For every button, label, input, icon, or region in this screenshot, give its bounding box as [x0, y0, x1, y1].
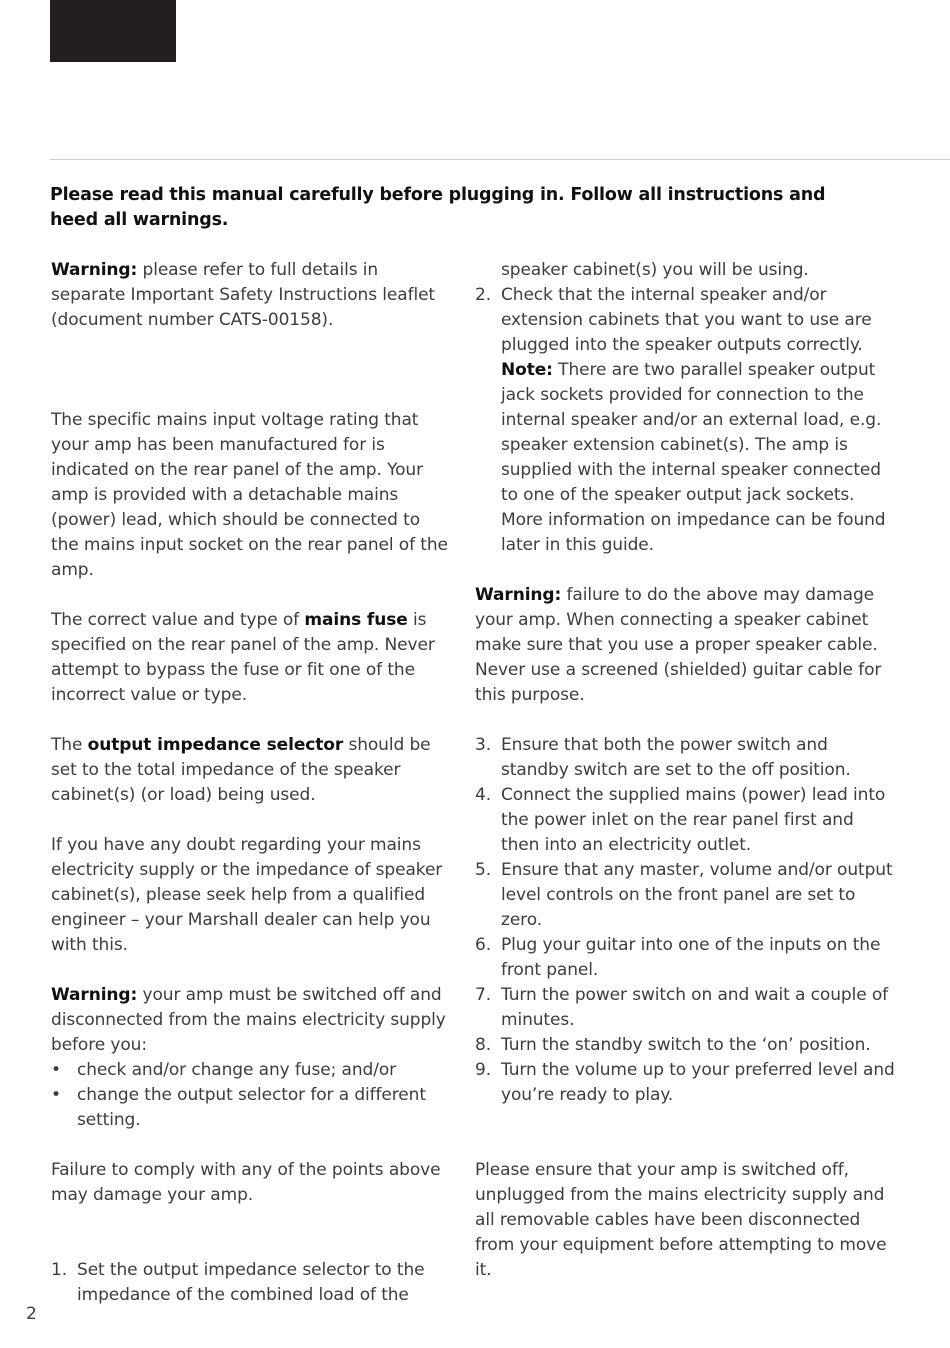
list-item — [475, 933, 895, 983]
list-item-continued — [475, 258, 895, 283]
warning-text: please refer to full details in separate Important Safety Instructions leaflet (document number CATS-00158). — [51, 260, 436, 330]
step-text: speaker cabinet(s) you will be using. — [501, 260, 809, 280]
step-number: 1. — [51, 1260, 68, 1280]
move-paragraph: Please ensure that your amp is switched off, unplugged from the mains electricity supply and all removable cables have been disconnected from your equipment before attempting to move it. — [475, 1160, 887, 1280]
note — [501, 358, 895, 558]
warning-label: Warning: — [51, 260, 138, 280]
list-item — [51, 1058, 451, 1083]
header-divider — [50, 159, 950, 160]
left-column — [51, 258, 451, 1308]
step-text: Plug your guitar into one of the inputs on the front panel. — [501, 935, 881, 980]
step-text: Ensure that any master, volume and/or output level controls on the front panel are set to zero. — [501, 860, 893, 930]
step-number: 3. — [475, 735, 492, 755]
steps-list — [51, 1258, 451, 1308]
step-text: Check that the internal speaker and/or extension cabinets that you want to use are plugged into the speaker outputs correctly. — [501, 285, 872, 355]
steps-list — [475, 258, 895, 558]
spacer — [475, 558, 895, 583]
spacer — [51, 1233, 451, 1258]
warning-text: your amp must be switched off and disconnected from the mains electricity supply before you: — [51, 985, 446, 1055]
failure-paragraph: Failure to comply with any of the points above may damage your amp. — [51, 1160, 441, 1205]
step-number: 6. — [475, 935, 492, 955]
fuse-paragraph — [51, 608, 451, 708]
steps-list — [475, 733, 895, 1108]
bullet-icon: • — [51, 1085, 61, 1105]
list-item — [475, 283, 895, 558]
step-number: 2. — [475, 285, 492, 305]
step-number: 4. — [475, 785, 492, 805]
bullet-icon: • — [51, 1060, 61, 1080]
right-column — [475, 258, 895, 1283]
impedance-term: output impedance selector — [87, 735, 344, 755]
voltage-paragraph: The specific mains input voltage rating that your amp has been manufactured for is indicated on the rear panel of the amp. Your amp is provided with a detachable mains (power) lead, which should be connected to the mains input socket on the rear panel of the amp. — [51, 410, 448, 580]
step-text: Turn the standby switch to the ‘on’ position. — [501, 1035, 871, 1055]
impedance-text-pre: The — [51, 735, 88, 755]
step-number: 5. — [475, 860, 492, 880]
warning-switch-off-paragraph — [51, 983, 451, 1058]
step-text: Connect the supplied mains (power) lead into the power inlet on the rear panel first and then into an electricity outlet. — [501, 785, 886, 855]
fuse-text-post: is specified on the rear panel of the amp. Never attempt to bypass the fuse or fit one of the incorrect value or type. — [51, 610, 435, 705]
step-number: 8. — [475, 1035, 492, 1055]
list-item — [475, 783, 895, 858]
impedance-text-post: should be set to the total impedance of the speaker cabinet(s) (or load) being used. — [51, 735, 431, 805]
list-item-text: check and/or change any fuse; and/or — [77, 1060, 397, 1080]
list-item — [475, 1058, 895, 1108]
step-text: Turn the volume up to your preferred level and you’re ready to play. — [501, 1060, 895, 1105]
list-item — [51, 1083, 451, 1133]
list-item — [475, 733, 895, 783]
impedance-paragraph — [51, 733, 451, 808]
step-number: 9. — [475, 1060, 492, 1080]
spacer — [51, 358, 451, 408]
list-item — [475, 858, 895, 933]
spacer — [475, 1133, 895, 1158]
intro-heading: Please read this manual carefully before plugging in. Follow all instructions and heed all warnings. — [50, 185, 826, 230]
header-black-block — [50, 0, 176, 62]
doubt-paragraph: If you have any doubt regarding your mains electricity supply or the impedance of speaker cabinet(s), please seek help from a qualified engineer – your Marshall dealer can help you with this. — [51, 835, 443, 955]
fuse-term: mains fuse — [304, 610, 408, 630]
warning-cable-paragraph — [475, 583, 895, 708]
warning-safety-paragraph — [51, 258, 451, 333]
step-number: 7. — [475, 985, 492, 1005]
bullet-list — [51, 1058, 451, 1133]
warning-label: Warning: — [51, 985, 138, 1005]
step-text: Set the output impedance selector to the impedance of the combined load of the — [77, 1260, 425, 1305]
note-text: There are two parallel speaker output jack sockets provided for connection to the internal speaker and/or an external load, e.g. speaker extension cabinet(s). The amp is supplied with the internal speaker connected to one of the speaker output jack sockets. More information on impedance can be found later in this guide. — [501, 360, 886, 555]
page-number: 2 — [26, 1304, 37, 1324]
note-label: Note: — [501, 360, 553, 380]
list-item — [475, 1033, 895, 1058]
step-text: Ensure that both the power switch and standby switch are set to the off position. — [501, 735, 851, 780]
list-item — [51, 1258, 451, 1308]
fuse-text-pre: The correct value and type of — [51, 610, 305, 630]
warning-text: failure to do the above may damage your amp. When connecting a speaker cabinet make sure that you use a proper speaker cable. Never use a screened (shielded) guitar cable for this purpose. — [475, 585, 882, 705]
list-item — [475, 983, 895, 1033]
list-item-text: change the output selector for a different setting. — [77, 1085, 426, 1130]
step-text: Turn the power switch on and wait a couple of minutes. — [501, 985, 889, 1030]
warning-label: Warning: — [475, 585, 562, 605]
